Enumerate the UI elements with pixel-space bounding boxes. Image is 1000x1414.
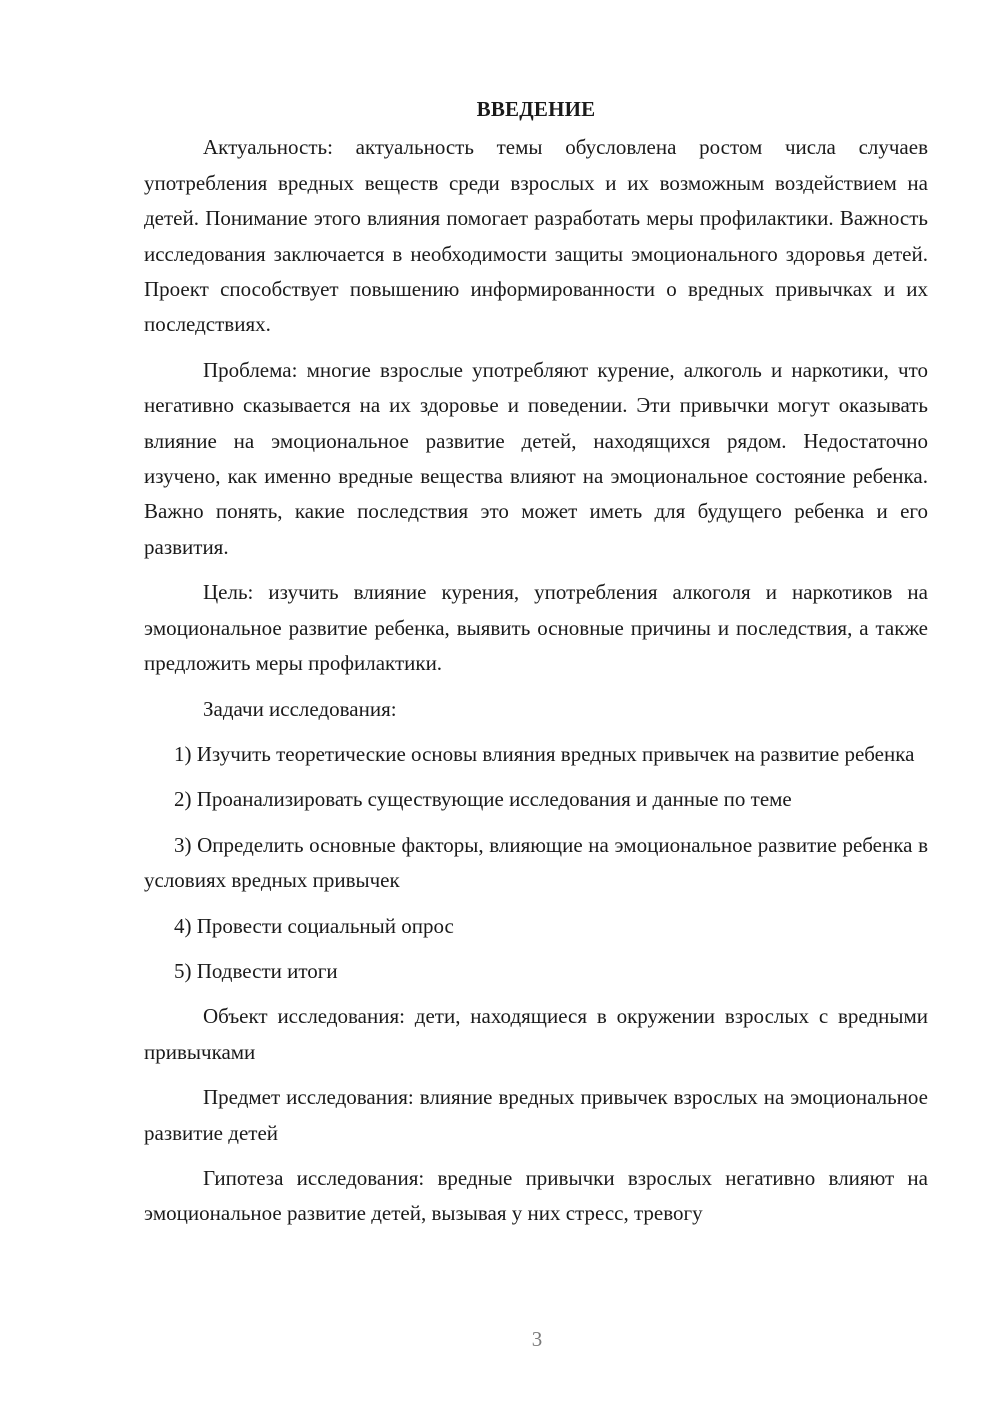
task-item: 4) Провести социальный опрос: [174, 913, 454, 938]
task-item: 1) Изучить теоретические основы влияния вредных привычек на развитие ребенка: [174, 741, 915, 766]
problem-paragraph: Проблема: многие взрослые употребляют курение, алкоголь и наркотики, что негативно сказывается на их здоровье и поведении. Эти привычки могут оказывать влияние на эмоциональное развитие детей, находящихся рядом. Недостаточно изучено, как именно вредные вещества влияют на эмоциональное состояние ребенка. Важно понять, какие последствия это может иметь для будущего ребенка и его развития.: [144, 357, 928, 559]
relevance-paragraph: Актуальность: актуальность темы обусловлена ростом числа случаев употребления вредных веществ среди взрослых и их возможным воздействием на детей. Понимание этого влияния помогает разработать меры профилактики. Важность исследования заключается в необходимости защиты эмоционального здоровья детей. Проект способствует повышению информированности о вредных привычках и их последствиях.: [144, 135, 928, 337]
task-item: 2) Проанализировать существующие исследования и данные по теме: [174, 787, 792, 812]
goal-paragraph: Цель: изучить влияние курения, употребления алкоголя и наркотиков на эмоциональное развитие ребенка, выявить основные причины и последствия, а также предложить меры профилактики.: [144, 580, 928, 676]
subject-paragraph: Предмет исследования: влияние вредных привычек взрослых на эмоциональное развитие детей: [144, 1085, 928, 1145]
tasks-heading: Задачи исследования:: [203, 696, 397, 721]
page-title: ВВЕДЕНИЕ: [476, 97, 596, 121]
object-paragraph: Объект исследования: дети, находящиеся в окружении взрослых с вредными привычками: [144, 1004, 928, 1064]
page-content: [144, 92, 928, 1242]
hypothesis-paragraph: Гипотеза исследования: вредные привычки взрослых негативно влияют на эмоциональное развитие детей, вызывая у них стресс, тревогу: [144, 1165, 928, 1226]
task-item: 3) Определить основные факторы, влияющие на эмоциональное развитие ребенка в условиях вредных привычек: [144, 832, 928, 893]
task-item: 5) Подвести итоги: [174, 958, 338, 983]
page-number: 3: [531, 1327, 543, 1351]
